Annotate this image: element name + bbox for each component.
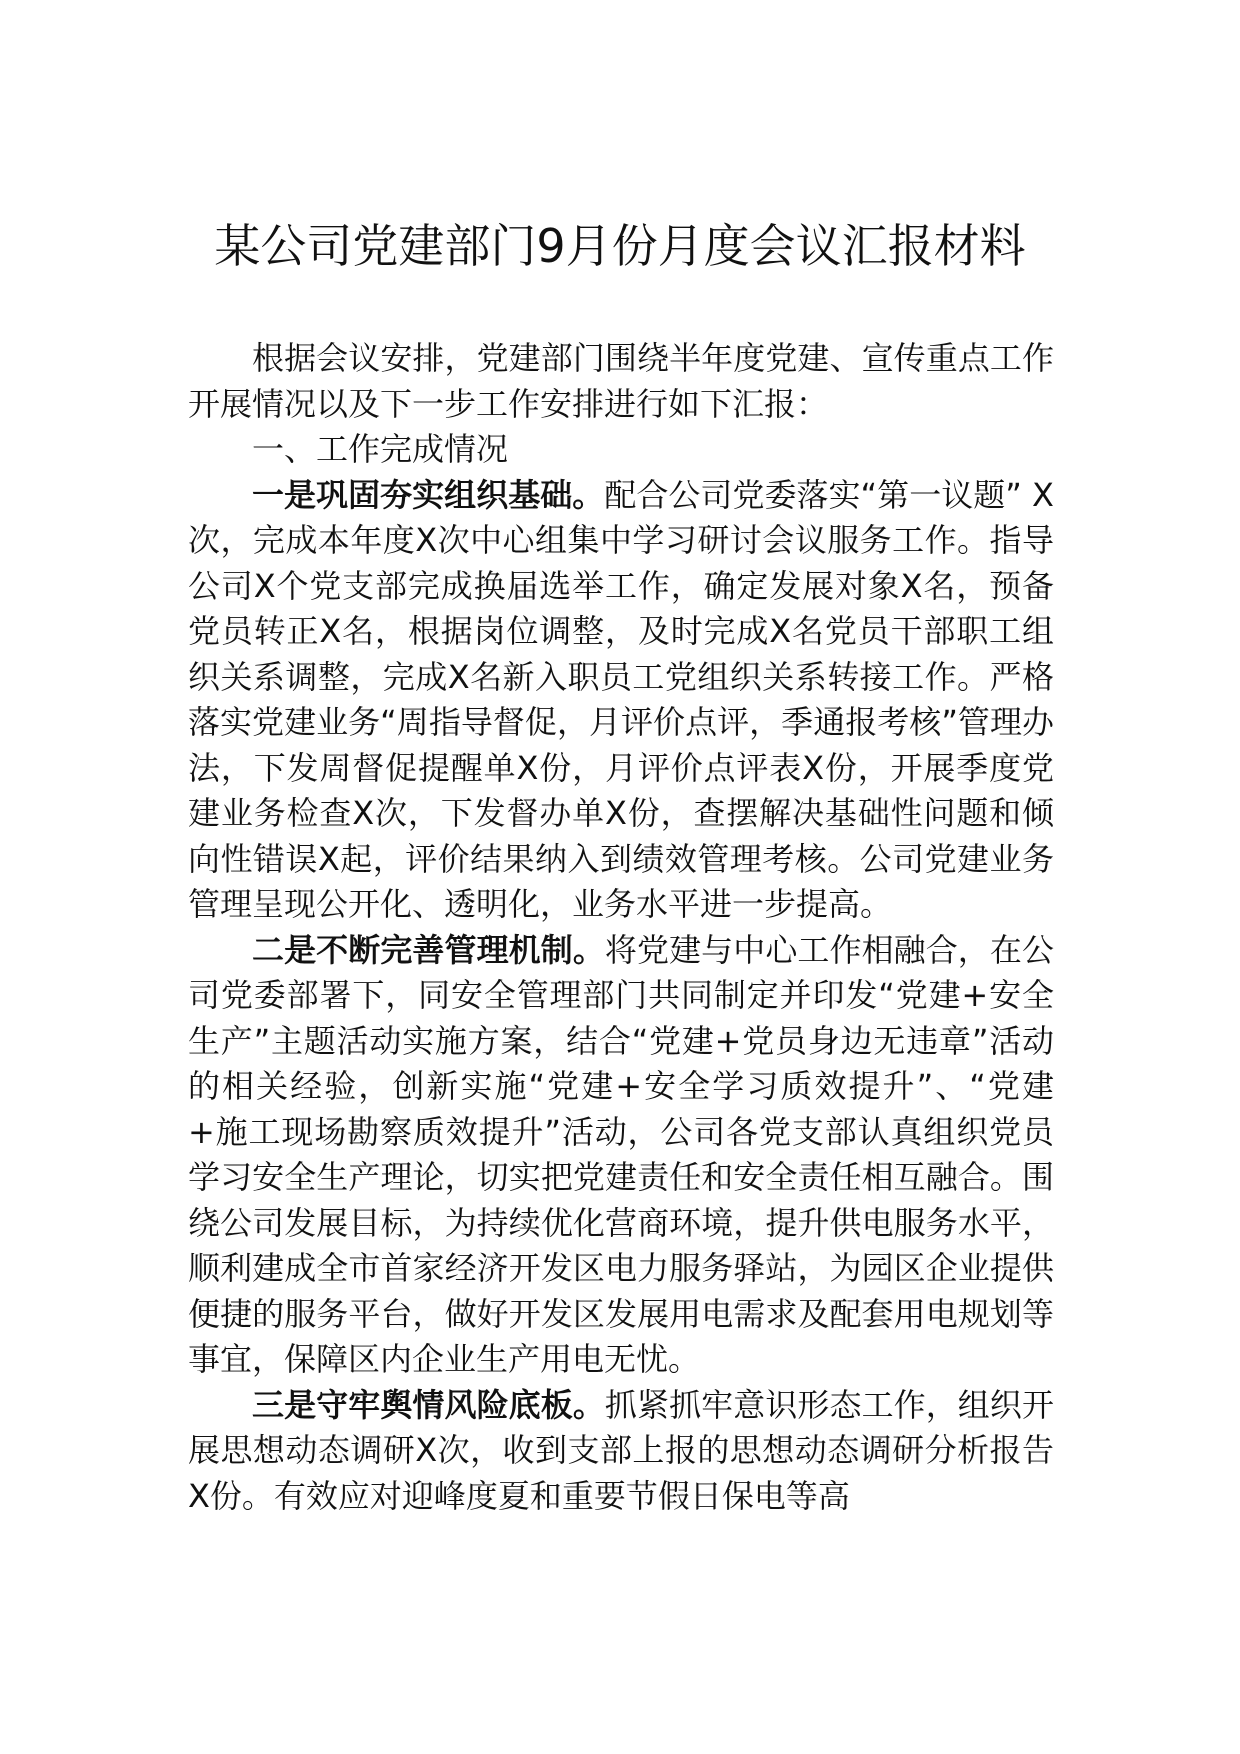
item-3-lead: 三是守牢舆情风险底板。 [252, 1385, 605, 1424]
item-1-lead: 一是巩固夯实组织基础。 [252, 475, 605, 514]
document-body [188, 336, 1054, 1519]
item-2-lead: 二是不断完善管理机制。 [252, 930, 605, 969]
item-1-text: 配合公司党委落实“第一议题” X次，完成本年度X次中心组集中学习研讨会议服务工作。指导公司X个党支部完成换届选举工作，确定发展对象X名，预备党员转正X名，根据岗位调整，及时完成X名党员干部职工组织关系调整，完成X名新入职员工党组织关系转接工作。严格落实党建业务“周指导督促，月评价点评，季通报考核”管理办法，下发周督促提醒单X份，月评价点评表X份，开展季度党建业务检查X次，下发督办单X份，查摆解决基础性问题和倾向性错误X起，评价结果纳入到绩效管理考核。公司党建业务管理呈现公开化、透明化，业务水平进一步提高。 [188, 475, 1054, 923]
item-2-text: 将党建与中心工作相融合，在公司党委部署下，同安全管理部门共同制定并印发“党建+安全生产”主题活动实施方案，结合“党建+党员身边无违章”活动的相关经验，创新实施“党建+安全学习质效提升”、“党建+施工现场勘察质效提升”活动，公司各党支部认真组织党员学习安全生产理论，切实把党建责任和安全责任相互融合。围绕公司发展目标，为持续优化营商环境，提升供电服务水平，顺利建成全市首家经济开发区电力服务驿站，为园区企业提供便捷的服务平台，做好开发区发展用电需求及配套用电规划等事宜，保障区内企业生产用电无忧。 [188, 930, 1054, 1378]
item-3-text: 抓紧抓牢意识形态工作，组织开展思想动态调研X次，收到支部上报的思想动态调研分析报告X份。有效应对迎峰度夏和重要节假日保电等高 [188, 1385, 1054, 1515]
paragraph-item-3 [188, 1383, 1054, 1520]
section-heading: 一、工作完成情况 [252, 430, 509, 468]
intro-paragraph: 根据会议安排，党建部门围绕半年度党建、宣传重点工作开展情况以及下一步工作安排进行如下汇报： [188, 339, 1054, 423]
paragraph-item-1 [188, 473, 1054, 928]
paragraph-item-2 [188, 928, 1054, 1383]
document-title: 某公司党建部门9月份月度会议汇报材料 [214, 219, 1026, 273]
